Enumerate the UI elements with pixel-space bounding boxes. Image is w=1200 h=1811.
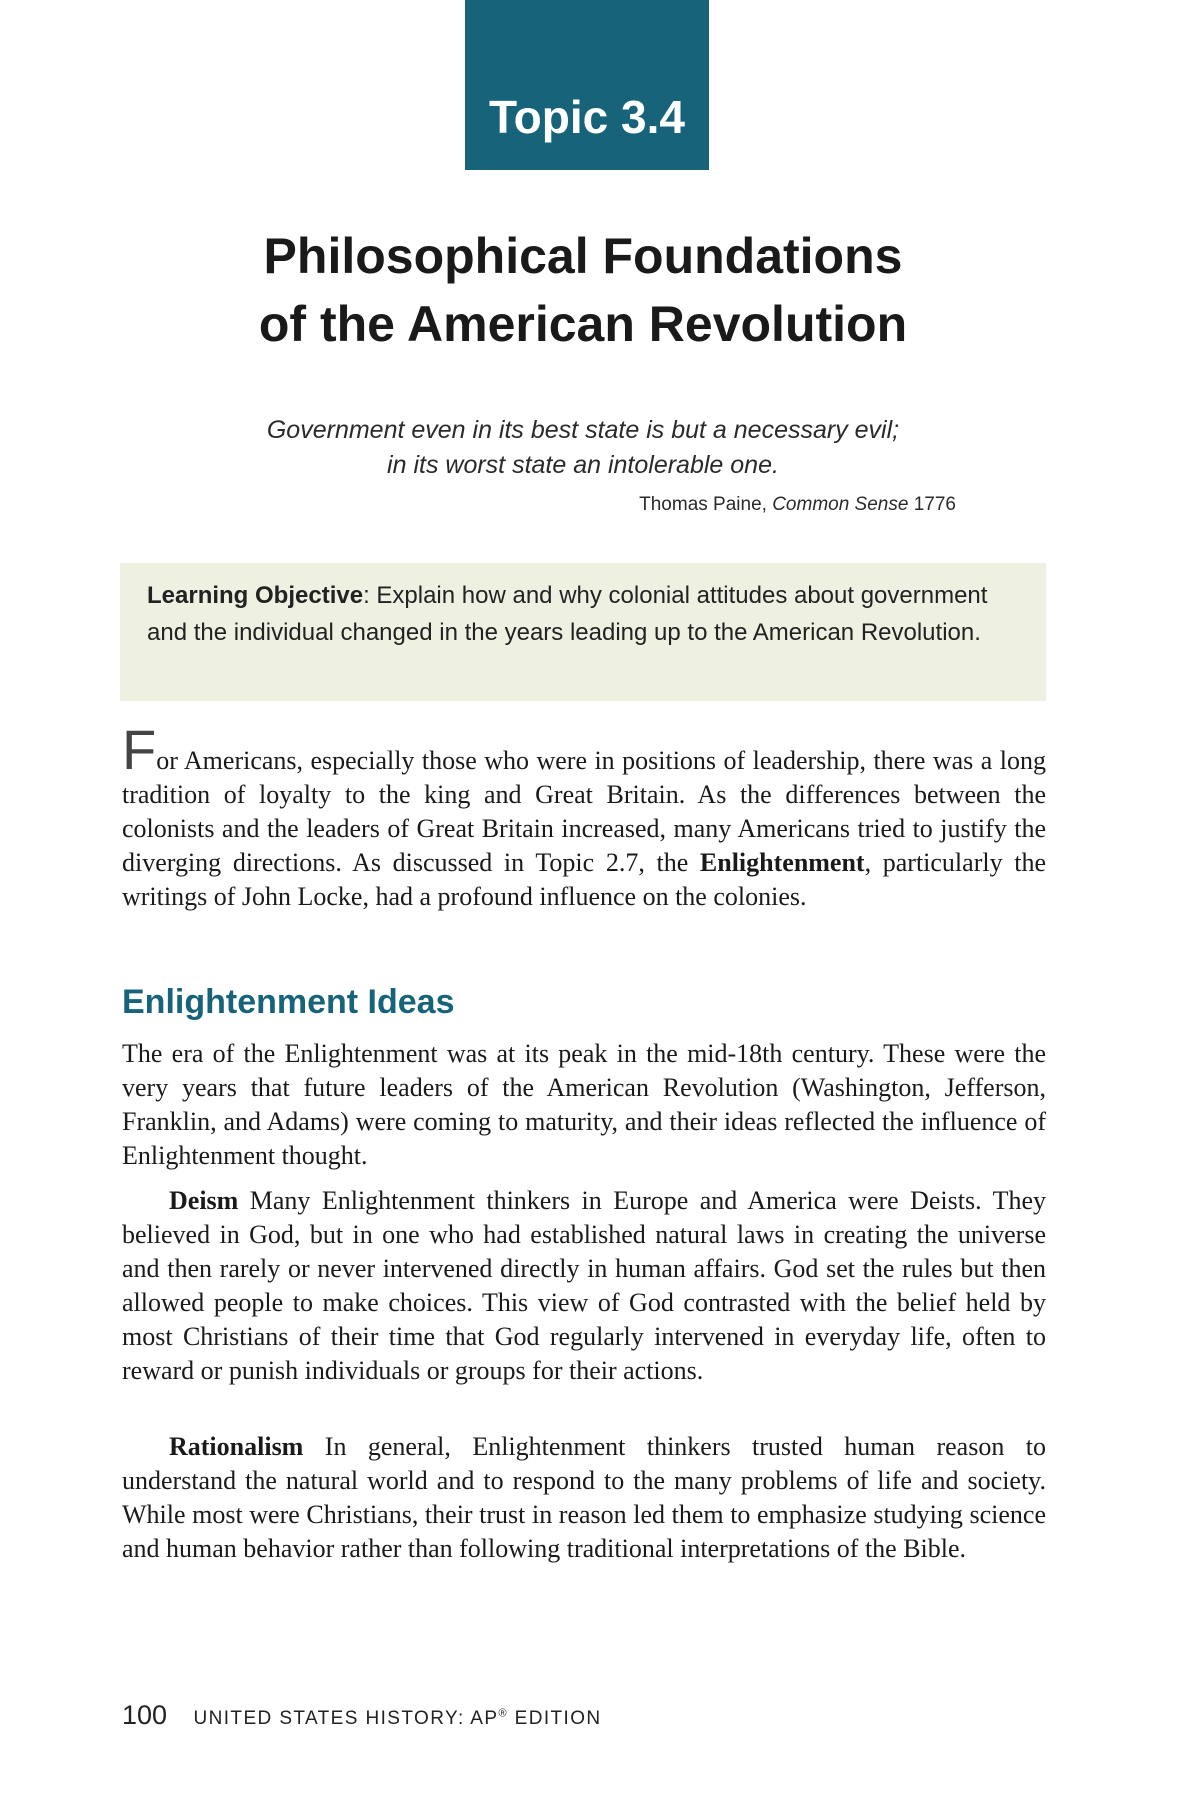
topic-label: Topic 3.4 [465,0,709,170]
intro-text-after: , particularly the writings of John Locke, had a profound influence on the colonies. [122,848,1046,911]
learning-objective-text: : Explain how and why colonial attitudes about government and the individual changed in the years leading up to the American Revolution. [147,582,988,646]
quote-year: 1776 [913,494,956,515]
term-rationalism: Rationalism [169,1432,304,1461]
learning-objective-label: Learning Objective [147,582,364,609]
page-title [0,222,1166,358]
learning-objective-box [120,563,1046,701]
rationalism-text: In general, Enlightenment thinkers trusted human reason to understand the natural world and to respond to the many problems of life and society. While most were Christians, their trust in reason led them to emphasize studying science and human behavior rather than following traditional interpretations of the Bible. [122,1432,1046,1563]
quote-line-2: in its worst state an intolerable one. [387,451,779,479]
book-edition: EDITION [507,1708,602,1729]
section-heading: Enlightenment Ideas [122,983,455,1021]
drop-cap: F [122,718,157,781]
quote-line-1: Government even in its best state is but a necessary evil; [266,416,900,444]
running-head [194,1708,602,1729]
deism-paragraph [122,1184,1046,1388]
quote-author: Thomas Paine, [639,494,767,515]
quote-attribution [639,494,956,516]
deism-text: Many Enlightenment thinkers in Europe and America were Deists. They believed in God, but in one who had established natural laws in creating the universe and then rarely or never intervened directly in human affairs. God set the rules but then allowed people to make choices. This view of God contrasted with the belief held by most Christians of their time that God regularly intervened in everyday life, often to reward or punish individuals or groups for their actions. [122,1186,1046,1385]
intro-text-before: or Americans, especially those who were in positions of leadership, there was a long tradition of loyalty to the king and Great Britain. As the differences between the colonists and the leaders of Great Britain increased, many Americans tried to justify the diverging directions. As discussed in Topic 2.7, the [122,746,1046,877]
page-title-line-1: Philosophical Foundations [263,228,903,284]
registered-mark: ® [498,1707,508,1720]
page-number: 100 [122,1700,168,1730]
term-enlightenment: Enlightenment [699,848,865,877]
page-footer [122,1700,602,1731]
section-paragraph: The era of the Enlightenment was at its peak in the mid-18th century. These were the very years that future leaders of the American Revolution (Washington, Jefferson, Franklin, and Adams) were coming to maturity, and their ideas reflected the influence of Enlightenment thought. [122,1039,1046,1170]
term-deism: Deism [169,1186,239,1215]
book-title: UNITED STATES HISTORY: AP [193,1708,499,1729]
epigraph-quote [0,413,1166,483]
quote-work: Common Sense [772,494,909,515]
intro-paragraph [122,718,1046,914]
page-title-line-2: of the American Revolution [258,296,908,352]
rationalism-paragraph [122,1430,1046,1566]
